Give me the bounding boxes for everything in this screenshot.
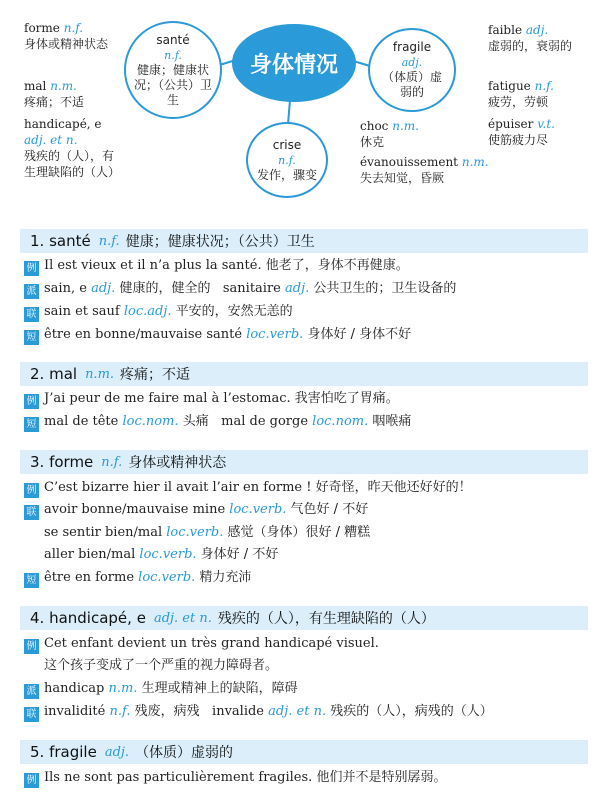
map-pos: n.m. bbox=[50, 79, 77, 93]
map-word: forme bbox=[24, 21, 60, 35]
phrase-line bbox=[24, 325, 411, 345]
french-text: mal de gorge bbox=[221, 414, 309, 429]
map-pos: n.m. bbox=[461, 155, 489, 169]
french-text: invalidité bbox=[44, 704, 106, 719]
map-item-faible bbox=[488, 22, 572, 54]
chinese-text: 头痛 bbox=[182, 414, 209, 429]
french-text: Il est vieux et il n’a plus la santé. bbox=[44, 258, 262, 273]
bubble-sante bbox=[124, 21, 222, 119]
entry-pos: n.f. bbox=[101, 454, 123, 470]
phrase-line bbox=[24, 568, 251, 588]
example-line bbox=[24, 768, 446, 788]
map-item-epuiser bbox=[488, 116, 598, 148]
map-def: 残疾的（人），有生理缺陷的（人） bbox=[24, 149, 121, 179]
bubble-fragile bbox=[368, 28, 456, 112]
pos-label: loc.adj. bbox=[123, 304, 172, 319]
entry-header-mal bbox=[20, 362, 588, 386]
example-line bbox=[24, 634, 379, 654]
chinese-text: 平安的，安然无恙的 bbox=[175, 304, 293, 319]
entry-number: 4. handicapé, e bbox=[30, 609, 146, 627]
map-word: épuiser bbox=[488, 117, 534, 131]
tag-badge: 例 bbox=[24, 394, 39, 409]
entry-definition: 残疾的（人），有生理缺陷的（人） bbox=[217, 611, 435, 627]
tag-badge: 联 bbox=[24, 505, 39, 520]
example-line bbox=[24, 256, 409, 276]
mind-map bbox=[0, 0, 609, 210]
pos-label: loc.verb. bbox=[138, 570, 196, 585]
tag-badge: 例 bbox=[24, 483, 39, 498]
chinese-text: 好奇怪，昨天他还好好的！ bbox=[315, 480, 472, 495]
bubble-def: 发作，骤变 bbox=[256, 167, 317, 182]
pos-label: n.m. bbox=[108, 681, 138, 696]
french-text: J’ai peur de me faire mal à l’estomac. bbox=[44, 391, 291, 406]
map-word: choc bbox=[360, 119, 389, 133]
entry-header-handicape bbox=[20, 606, 588, 630]
chinese-text: 他们并不是特别孱弱。 bbox=[316, 770, 447, 785]
french-text: Cet enfant devient un très grand handicapé visuel. bbox=[44, 636, 379, 651]
entry-definition: 疼痛；不适 bbox=[120, 367, 191, 383]
entry-definition: 身体或精神状态 bbox=[128, 455, 227, 471]
bubble-pos: n.f. bbox=[164, 48, 182, 62]
related-line bbox=[24, 302, 293, 322]
chinese-text: 他老了，身体不再健康。 bbox=[265, 258, 409, 273]
french-text: Ils ne sont pas particulièrement fragiles. bbox=[44, 770, 313, 785]
chinese-text: 咽喉痛 bbox=[372, 414, 412, 429]
chinese-text: 生理或精神上的缺陷，障碍 bbox=[141, 681, 298, 696]
bubble-pos: adj. bbox=[401, 56, 423, 69]
entry-number: 3. forme bbox=[30, 453, 94, 471]
bubble-crise bbox=[246, 122, 328, 198]
entry-pos: adj. et n. bbox=[153, 610, 212, 626]
map-item-fatigue bbox=[488, 78, 588, 110]
pos-label: n.f. bbox=[109, 704, 131, 719]
chinese-text: 气色好 / 不好 bbox=[290, 502, 369, 517]
map-pos: n.m. bbox=[392, 119, 419, 133]
tag-badge: 短 bbox=[24, 330, 39, 345]
map-pos: n.f. bbox=[63, 21, 84, 35]
chinese-text: 健康的，健全的 bbox=[119, 281, 211, 296]
map-def: 身体或精神状态 bbox=[24, 37, 109, 51]
tag-badge: 短 bbox=[24, 573, 39, 588]
derivative-line bbox=[24, 679, 298, 699]
map-word: fatigue bbox=[488, 79, 531, 93]
phrase-line bbox=[24, 412, 411, 432]
tag-badge: 短 bbox=[24, 417, 39, 432]
pos-label: loc.nom. bbox=[122, 414, 179, 429]
entry-number: 2. mal bbox=[30, 365, 78, 383]
french-text: sain et sauf bbox=[44, 304, 120, 319]
pos-label: adj. bbox=[91, 281, 116, 296]
map-word: handicapé, e bbox=[24, 117, 102, 131]
pos-label: loc.verb. bbox=[229, 502, 287, 517]
map-item-mal bbox=[24, 78, 124, 110]
map-def: 虚弱的，衰弱的 bbox=[488, 39, 573, 53]
tag-badge: 例 bbox=[24, 773, 39, 788]
bubble-pos: n.f. bbox=[278, 153, 296, 167]
related-line bbox=[44, 523, 370, 543]
entry-header-forme bbox=[20, 450, 588, 474]
map-word: mal bbox=[24, 79, 47, 93]
map-pos: adj. et n. bbox=[24, 133, 78, 147]
map-word: faible bbox=[488, 23, 523, 37]
map-word: évanouissement bbox=[360, 155, 459, 169]
example-line bbox=[24, 389, 399, 409]
tag-badge: 例 bbox=[24, 639, 39, 654]
tag-badge: 联 bbox=[24, 307, 39, 322]
related-line bbox=[24, 500, 368, 520]
related-line bbox=[44, 545, 278, 565]
map-def: 疲劳，劳顿 bbox=[488, 95, 549, 109]
french-text: être en bonne/mauvaise santé bbox=[44, 327, 243, 342]
chinese-text: 我害怕吃了胃痛。 bbox=[294, 391, 399, 406]
french-text: avoir bonne/mauvaise mine bbox=[44, 502, 226, 517]
map-pos: n.f. bbox=[534, 79, 554, 93]
tag-badge: 派 bbox=[24, 684, 39, 699]
bubble-word: crise bbox=[272, 137, 302, 152]
bubble-def: 健康；健康状况；（公共）卫生 bbox=[133, 62, 212, 107]
french-text: handicap bbox=[44, 681, 105, 696]
entry-pos: adj. bbox=[104, 744, 130, 760]
entry-definition: 健康；健康状况；（公共）卫生 bbox=[125, 234, 315, 250]
bubble-def: （体质）虚弱的 bbox=[381, 70, 442, 99]
chinese-text: 精力充沛 bbox=[199, 570, 252, 585]
chinese-text: 公共卫生的；卫生设备的 bbox=[313, 281, 457, 296]
tag-badge: 联 bbox=[24, 707, 39, 722]
french-text: se sentir bien/mal bbox=[44, 525, 163, 540]
chinese-text: 感觉（身体）很好 / 糟糕 bbox=[227, 525, 371, 540]
chinese-text: 这个孩子变成了一个严重的视力障碍者。 bbox=[44, 658, 279, 673]
map-def: 疼痛；不适 bbox=[24, 95, 85, 109]
map-def: 失去知觉，昏厥 bbox=[360, 171, 445, 185]
entry-header-sante bbox=[20, 229, 588, 253]
french-text: être en forme bbox=[44, 570, 135, 585]
mindmap-center: 身体情况 bbox=[232, 24, 356, 102]
chinese-text: 身体好 / 身体不好 bbox=[307, 327, 412, 342]
example-line bbox=[24, 478, 472, 498]
derivative-line bbox=[24, 279, 456, 299]
tag-badge: 派 bbox=[24, 284, 39, 299]
map-pos: v.t. bbox=[537, 117, 555, 131]
french-text: sain, e bbox=[44, 281, 87, 296]
map-item-evanouissement bbox=[360, 154, 490, 186]
entry-definition: （体质）虚弱的 bbox=[135, 745, 234, 761]
pos-label: loc.verb. bbox=[139, 547, 197, 562]
french-text: aller bien/mal bbox=[44, 547, 136, 562]
french-text: mal de tête bbox=[44, 414, 119, 429]
chinese-text: 残废，病残 bbox=[134, 704, 200, 719]
french-text: sanitaire bbox=[222, 281, 281, 296]
pos-label: adj. bbox=[285, 281, 310, 296]
map-item-forme bbox=[24, 20, 124, 52]
pos-label: loc.verb. bbox=[246, 327, 304, 342]
pos-label: loc.nom. bbox=[312, 414, 369, 429]
french-text: C’est bizarre hier il avait l’air en forme ! bbox=[44, 480, 312, 495]
map-def: 休克 bbox=[360, 135, 385, 149]
entry-pos: n.f. bbox=[98, 233, 120, 249]
map-item-choc bbox=[360, 118, 486, 150]
chinese-text: 身体好 / 不好 bbox=[200, 547, 279, 562]
pos-label: adj. et n. bbox=[268, 704, 327, 719]
map-def: 使筋疲力尽 bbox=[488, 133, 549, 147]
french-text: invalide bbox=[212, 704, 265, 719]
related-line bbox=[24, 702, 493, 722]
entry-number: 5. fragile bbox=[30, 743, 97, 761]
bubble-word: santé bbox=[156, 32, 190, 47]
entry-header-fragile bbox=[20, 740, 588, 764]
bubble-word: fragile bbox=[392, 40, 432, 54]
map-pos: adj. bbox=[525, 23, 549, 37]
entry-pos: n.m. bbox=[85, 366, 115, 382]
example-translation bbox=[44, 656, 278, 676]
map-item-handicape bbox=[24, 116, 120, 180]
pos-label: loc.verb. bbox=[166, 525, 224, 540]
chinese-text: 残疾的（人），病残的（人） bbox=[330, 704, 493, 719]
tag-badge: 例 bbox=[24, 261, 39, 276]
entry-number: 1. santé bbox=[30, 232, 91, 250]
